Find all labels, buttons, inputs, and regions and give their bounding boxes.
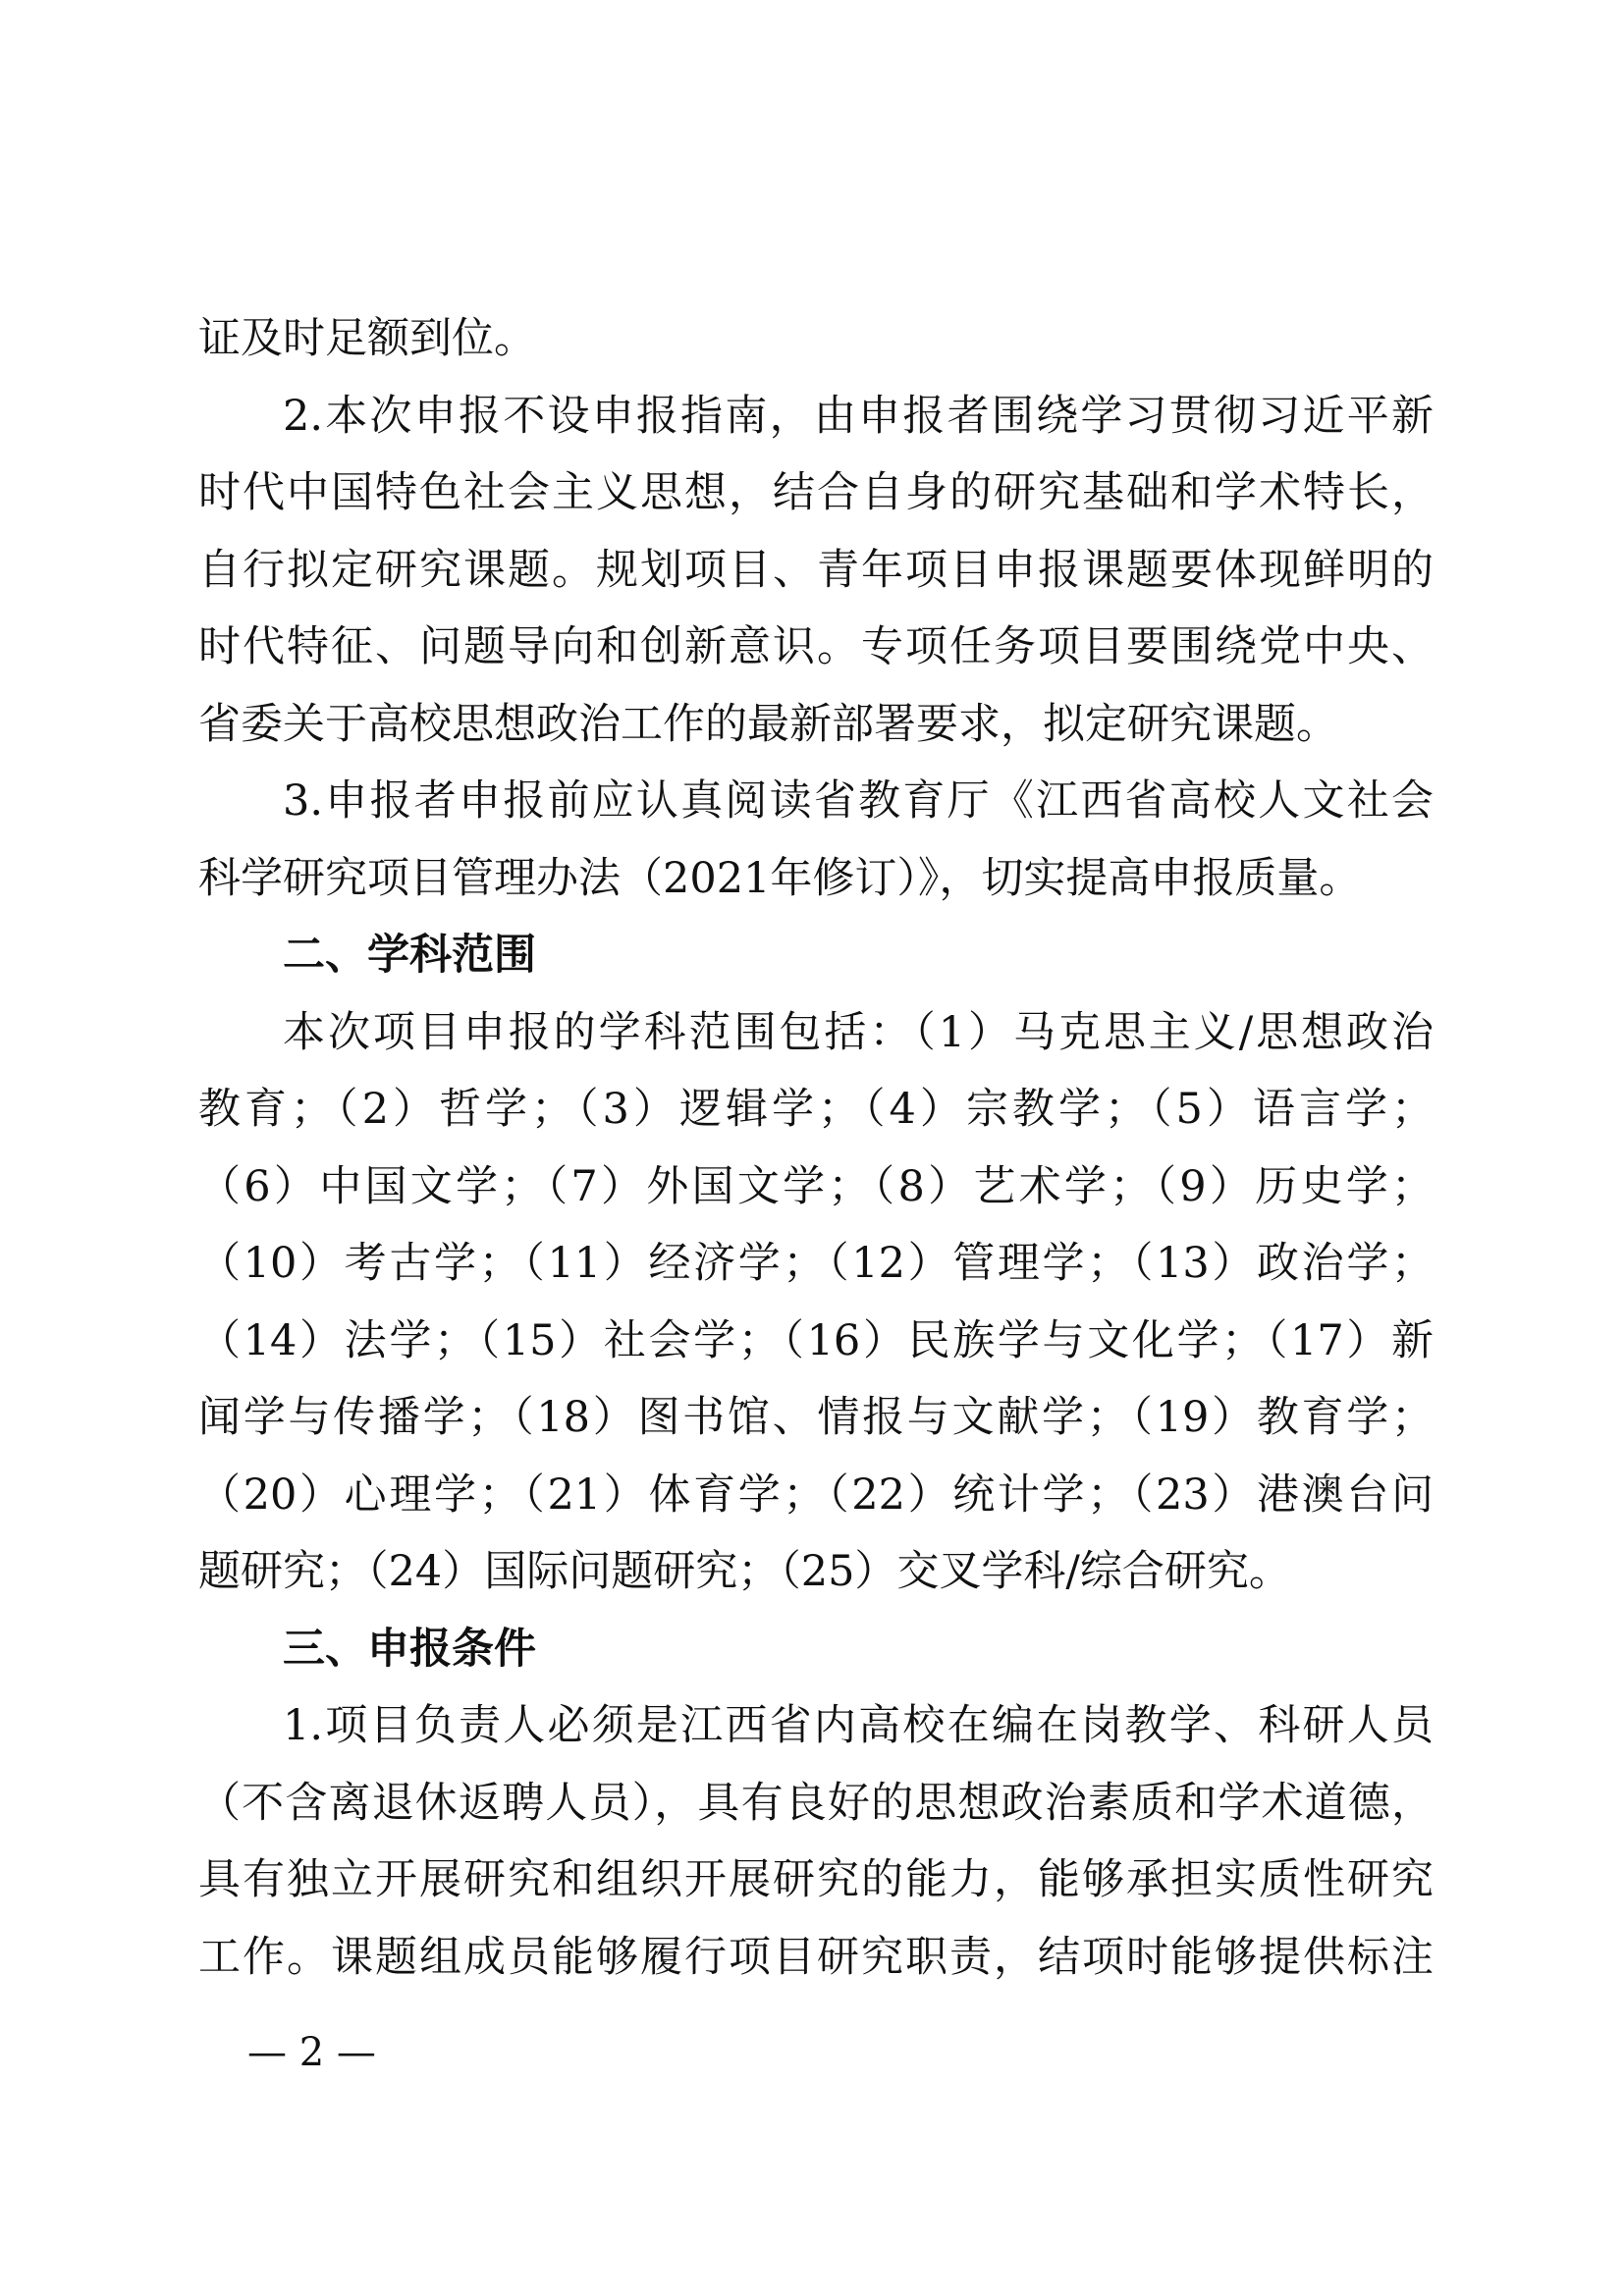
document-body [198, 300, 1434, 1996]
paragraph-line: （不含离退休返聘人员），具有良好的思想政治素质和学术道德， [198, 1778, 1434, 1828]
section-heading-application-conditions: 三、申报条件 [283, 1624, 536, 1674]
paragraph-line: 闻学与传播学；（18）图书馆、情报与文献学；（19）教育学； [198, 1393, 1434, 1442]
page-number: — 2 — [247, 2030, 376, 2075]
paragraph-line: （10）考古学；（11）经济学；（12）管理学；（13）政治学； [198, 1239, 1434, 1288]
paragraph-line: （14）法学；（15）社会学；（16）民族学与文化学；（17）新 [198, 1315, 1434, 1365]
paragraph-line: （6）中国文学；（7）外国文学；（8）艺术学；（9）历史学； [198, 1161, 1434, 1211]
paragraph-line: （20）心理学；（21）体育学；（22）统计学；（23）港澳台问 [198, 1469, 1434, 1520]
paragraph-line: 工作。课题组成员能够履行项目研究职责，结项时能够提供标注 [198, 1932, 1434, 1982]
paragraph-line: 2.本次申报不设申报指南，由申报者围绕学习贯彻习近平新 [283, 391, 1434, 441]
paragraph-line: 自行拟定研究课题。规划项目、青年项目申报课题要体现鲜明的 [198, 545, 1434, 595]
paragraph-line: 教育；（2）哲学；（3）逻辑学；（4）宗教学；（5）语言学； [198, 1085, 1434, 1134]
paragraph-line: 科学研究项目管理办法（2021年修订）》，切实提高申报质量。 [198, 853, 1362, 903]
paragraph-line: 3.申报者申报前应认真阅读省教育厅《江西省高校人文社会 [283, 776, 1434, 826]
paragraph-line: 时代中国特色社会主义思想，结合自身的研究基础和学术特长， [198, 468, 1434, 517]
paragraph-line: 具有独立开展研究和组织开展研究的能力，能够承担实质性研究 [198, 1855, 1434, 1904]
paragraph-line: 证及时足额到位。 [198, 314, 536, 363]
paragraph-line: 时代特征、问题导向和创新意识。专项任务项目要围绕党中央、 [198, 622, 1434, 671]
section-heading-subject-scope: 二、学科范围 [283, 931, 536, 980]
paragraph-line: 题研究；（24）国际问题研究；（25）交叉学科/综合研究。 [198, 1547, 1291, 1596]
paragraph-line: 省委关于高校思想政治工作的最新部署要求，拟定研究课题。 [198, 699, 1338, 749]
paragraph-line: 1.项目负责人必须是江西省内高校在编在岗教学、科研人员 [283, 1701, 1434, 1750]
paragraph-line: 本次项目申报的学科范围包括：（1）马克思主义/思想政治 [283, 1007, 1434, 1057]
